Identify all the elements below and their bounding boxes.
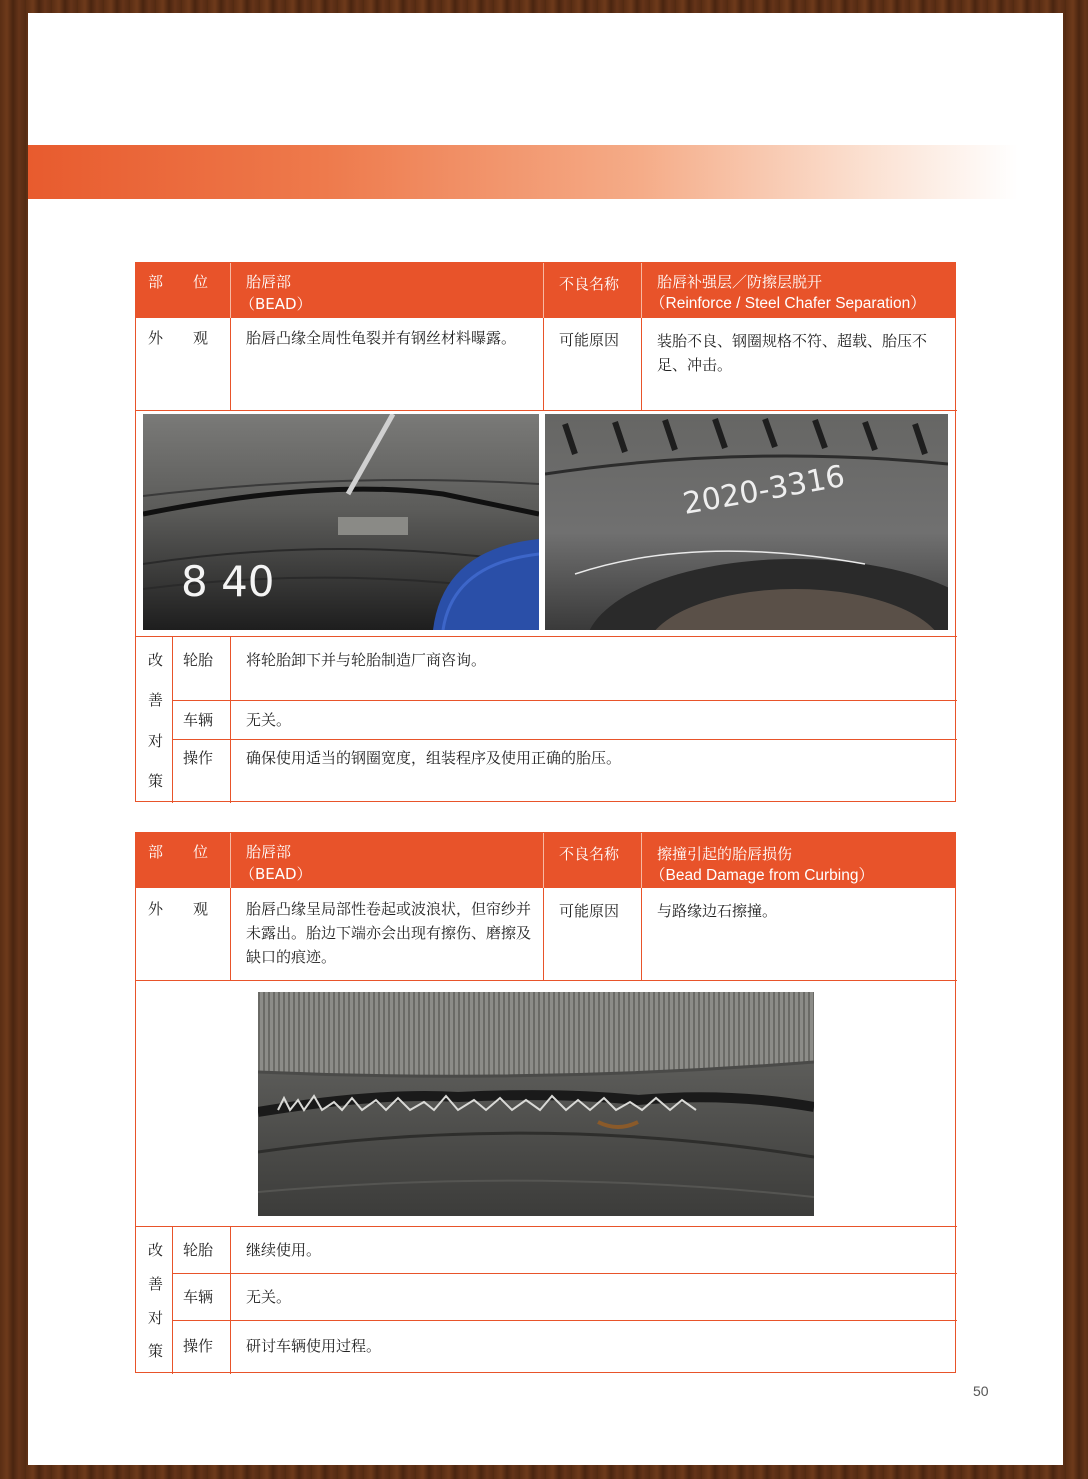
countermeasure-vehicle-text: 无关。 (246, 1288, 292, 1306)
part-value-en: （BEAD） (240, 865, 312, 883)
defect-card-2 (135, 832, 956, 1373)
part-label: 部 位 (148, 843, 209, 861)
countermeasure-char: 策 (148, 1342, 164, 1360)
page-number: 50 (973, 1383, 989, 1399)
card-header (136, 833, 955, 888)
appearance-text: 胎唇凸缘全周性龟裂并有钢丝材料曝露。 (246, 329, 517, 347)
countermeasure-vehicle-label: 车辆 (183, 1288, 214, 1306)
countermeasure-char: 改 (148, 651, 164, 669)
countermeasure-vehicle-label: 车辆 (183, 711, 214, 729)
defect-card-1 (135, 262, 956, 802)
countermeasure-operation-text: 确保使用适当的钢圈宽度，组装程序及使用正确的胎压。 (246, 749, 622, 767)
card-header (136, 263, 955, 318)
defect-value-cn: 擦撞引起的胎唇损伤 (657, 845, 793, 863)
countermeasure-tire-label: 轮胎 (183, 651, 214, 669)
cause-label: 可能原因 (559, 902, 620, 920)
countermeasure-char: 善 (148, 691, 164, 709)
defect-value-cn: 胎唇补强层／防擦层脱开 (657, 273, 823, 291)
appearance-text: 胎唇凸缘呈局部性卷起或波浪状，但帘纱并未露出。胎边下端亦会出现有擦伤、磨擦及缺口的痕迹。 (246, 900, 532, 966)
defect-label: 不良名称 (559, 845, 620, 863)
countermeasure-char: 策 (148, 772, 164, 790)
countermeasure-vehicle-text: 无关。 (246, 711, 292, 729)
countermeasure-tire-text: 继续使用。 (246, 1241, 322, 1259)
countermeasure-char: 对 (148, 1309, 164, 1327)
countermeasure-char: 善 (148, 1275, 164, 1293)
part-label: 部 位 (148, 273, 209, 291)
tire-photo-2 (545, 414, 948, 630)
tire-photo-1 (143, 414, 539, 630)
defect-label: 不良名称 (559, 275, 620, 293)
tire-photo-3 (258, 992, 814, 1216)
cause-label: 可能原因 (559, 331, 620, 349)
countermeasure-operation-label: 操作 (183, 749, 214, 767)
photo-marking-1: 8 40 (181, 557, 275, 606)
countermeasure-operation-text: 研讨车辆使用过程。 (246, 1337, 382, 1355)
cause-text: 与路缘边石擦撞。 (657, 902, 778, 920)
defect-value-en: （Bead Damage from Curbing） (650, 867, 874, 884)
countermeasure-tire-text: 将轮胎卸下并与轮胎制造厂商咨询。 (246, 651, 487, 669)
countermeasure-operation-label: 操作 (183, 1337, 214, 1355)
part-value-cn: 胎唇部 (246, 843, 292, 861)
part-value-cn: 胎唇部 (246, 273, 292, 291)
countermeasure-char: 对 (148, 732, 164, 750)
appearance-label: 外 观 (148, 329, 209, 347)
appearance-label: 外 观 (148, 900, 209, 918)
photo-marking-2: 2020-3316 (680, 459, 848, 522)
countermeasure-char: 改 (148, 1241, 164, 1259)
defect-value-en: （Reinforce / Steel Chafer Separation） (650, 295, 926, 312)
part-value-en: （BEAD） (240, 295, 312, 313)
cause-text: 装胎不良、钢圈规格不符、超载、胎压不足、冲击。 (657, 332, 928, 374)
countermeasure-tire-label: 轮胎 (183, 1241, 214, 1259)
header-banner (28, 145, 1018, 199)
